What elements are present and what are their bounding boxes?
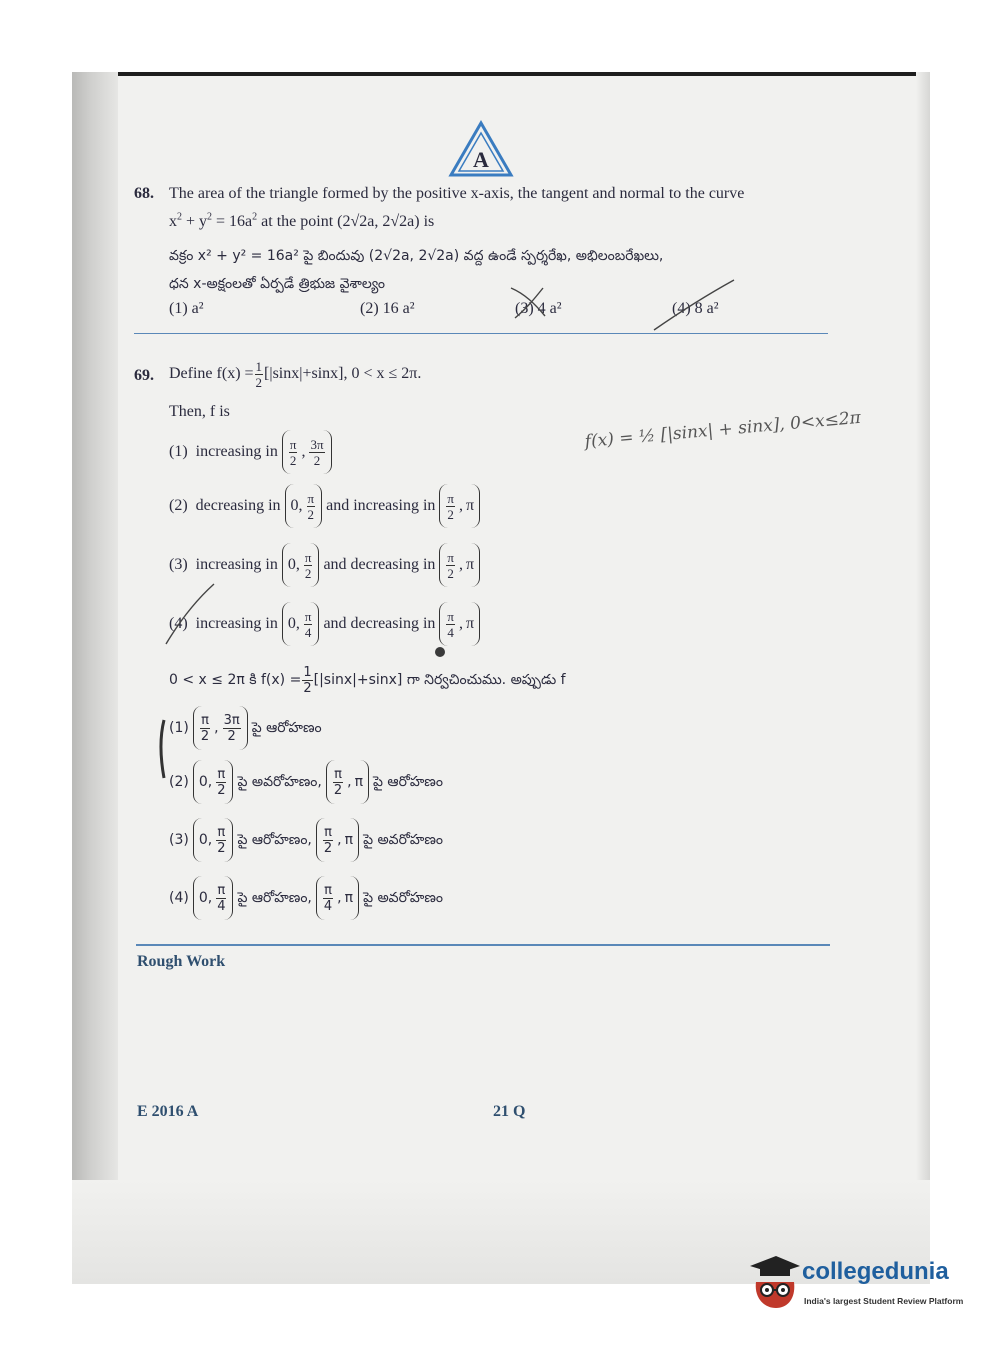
q69-telugu-option-4: (4) 0, $\frac{\pi}{4}$ పై ఆరోహణం, $\frac{\pi}{4}$ , π పై అవరోహణం (169, 876, 443, 920)
q69-option-4-tick-mark (160, 580, 220, 650)
divider-after-q68 (134, 333, 828, 334)
q69-telugu-option-2: (2) 0, $\frac{\pi}{2}$ పై అవరోహణం, $\frac{\pi}{2}$ , π పై ఆరోహణం (169, 760, 443, 804)
ink-blot (432, 644, 448, 660)
q68-option-2: (2) 16 a² (360, 300, 415, 317)
q68-option-4: (4) 8 a² (672, 300, 719, 317)
page-right-edge (916, 72, 930, 1284)
paper-code-letter: A (473, 147, 489, 172)
q68-option-1: (1) a² (169, 300, 204, 317)
q69-option-1: (1) increasing in $\frac{\pi}{2}$ , $\frac{3\pi}{2}$ (169, 430, 336, 474)
divider-rough-work (136, 944, 830, 946)
q68-option-4-tick-mark (650, 276, 740, 336)
question-number-68: 68. (134, 185, 154, 202)
footer-paper-code: E 2016 A (137, 1103, 199, 1120)
paper-code-triangle (448, 120, 514, 178)
margin-pen-mark (156, 716, 170, 782)
binding-shadow (72, 72, 118, 1284)
q68-english-line1: The area of the triangle formed by the positive x-axis, the tangent and normal to the curve (169, 185, 745, 202)
q69-option-3: (3) increasing in 0, $\frac{\pi}{2}$ and decreasing in $\frac{\pi}{2}$ , π (169, 543, 484, 587)
logo-tagline: India's largest Student Review Platform (804, 1296, 964, 1306)
q68-telugu-line1: వక్రం x² + y² = 16a² పై బిందువు (2√2a, 2√2a) వద్ద ఉండే స్పర్శరేఖ, అభిలంబరేఖలు, (169, 248, 664, 264)
q69-telugu-option-3: (3) 0, $\frac{\pi}{2}$ పై ఆరోహణం, $\frac{\pi}{2}$ , π పై అవరోహణం (169, 818, 443, 862)
page-top-edge (72, 72, 930, 76)
q68-telugu-line2: ధన x-అక్షంలతో ఏర్పడే త్రిభుజ వైశాల్యం (169, 276, 386, 292)
collegedunia-logo (742, 1252, 972, 1312)
q69-option-4: (4) increasing in 0, $\frac{\pi}{4}$ and decreasing in $\frac{\pi}{4}$ , π (169, 602, 484, 646)
q69-then: Then, f is (169, 403, 230, 420)
q68-option-3: (3) 4 a² (515, 300, 562, 317)
q69-definition: Define f(x) = $\frac{1}{2}$ [|sinx|+sinx], 0 < x ≤ 2π. (169, 358, 422, 390)
q69-telugu-definition: 0 < x ≤ 2π కి f(x) = $\frac{1}{2}$ [|sinx|+sinx] గా నిర్వచించుము. అప్పుడు f (169, 664, 566, 696)
mascot-icon (742, 1252, 802, 1312)
q68-english-line2: $x^2 + y^2 = 16a^2$ at the point (2√2a, 2√2a) is (169, 211, 435, 230)
handwritten-note: f(x) = ½ [|sinx| + sinx], 0<x≤2π (584, 407, 862, 452)
q69-option-2: (2) decreasing in 0, $\frac{\pi}{2}$ and increasing in $\frac{\pi}{2}$ , π (169, 484, 484, 528)
q68-option-3-cross-mark (505, 282, 565, 322)
question-number-69: 69. (134, 367, 154, 384)
footer-page-number: 21 Q (493, 1103, 526, 1120)
rough-work-label: Rough Work (137, 953, 226, 970)
logo-brand: collegedunia (802, 1258, 949, 1285)
q69-telugu-option-1: (1) $\frac{\pi}{2}$ , $\frac{3\pi}{2}$ పై ఆరోహణం (169, 706, 322, 750)
